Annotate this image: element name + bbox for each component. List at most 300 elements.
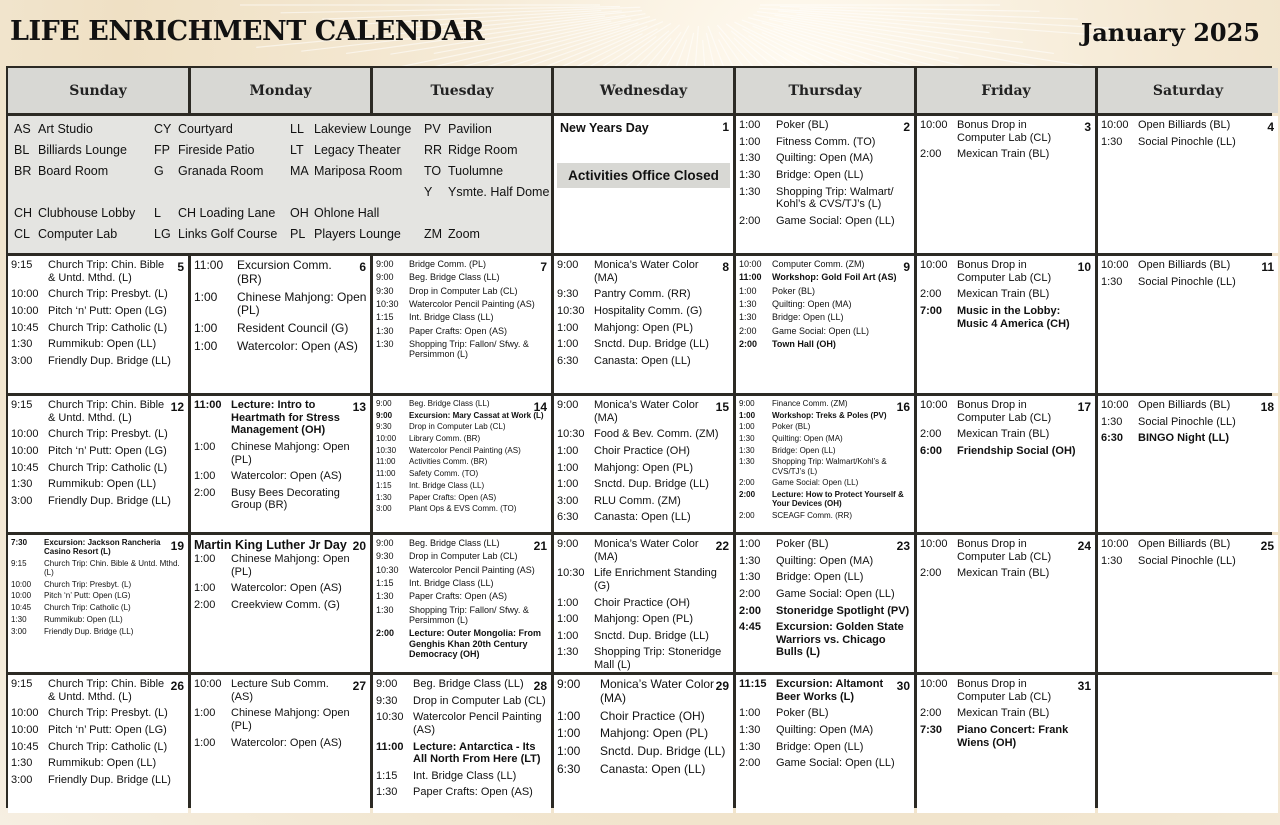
event-item[interactable] — [11, 559, 185, 577]
event-item[interactable] — [194, 487, 367, 512]
event-item[interactable] — [11, 478, 185, 491]
event-title: Watercolor Pencil Painting (AS) — [409, 445, 521, 455]
event-title: Pantry Comm. (RR) — [594, 288, 691, 301]
day-number: 26 — [170, 679, 184, 693]
event-item[interactable] — [1101, 136, 1275, 149]
event-item[interactable] — [920, 538, 1092, 563]
legend-code — [424, 206, 448, 220]
event-item[interactable] — [1101, 432, 1275, 445]
event-item[interactable] — [739, 457, 911, 475]
day-cell-17[interactable] — [917, 396, 1095, 532]
event-item[interactable] — [11, 724, 185, 737]
event-title: Social Pinochle (LL) — [1138, 275, 1236, 288]
event-time: 1:00 — [194, 553, 216, 565]
day-cell-22[interactable] — [554, 535, 733, 672]
event-title: Quilting: Open (MA) — [776, 152, 874, 165]
day-cell-19[interactable] — [8, 535, 188, 672]
event-item[interactable] — [920, 428, 1092, 441]
event-item[interactable] — [739, 478, 911, 487]
event-item[interactable] — [376, 578, 548, 588]
event-item[interactable] — [11, 741, 185, 754]
event-title: Mexican Train (BL) — [957, 567, 1050, 580]
event-item[interactable] — [739, 571, 911, 584]
event-item[interactable] — [739, 299, 911, 309]
event-item[interactable] — [739, 326, 911, 336]
event-item[interactable] — [739, 678, 911, 703]
day-header-monday: Monday — [191, 68, 370, 113]
event-item[interactable] — [739, 538, 911, 551]
event-title: Canasta: Open (LL) — [600, 761, 706, 776]
day-number: 17 — [1077, 400, 1091, 414]
event-item[interactable] — [376, 605, 548, 626]
event-item[interactable] — [920, 678, 1092, 703]
event-item[interactable] — [376, 469, 548, 478]
event-time: 10:00 — [11, 288, 39, 301]
day-cell-31[interactable] — [917, 675, 1095, 813]
event-item[interactable] — [1101, 119, 1275, 132]
day-number: 22 — [715, 539, 729, 553]
event-item[interactable] — [739, 446, 911, 455]
event-item[interactable] — [920, 399, 1092, 424]
event-time: 10:45 — [11, 461, 39, 474]
event-time: 1:00 — [739, 410, 756, 420]
event-time: 2:00 — [739, 214, 761, 227]
event-time: 3:00 — [11, 773, 33, 786]
event-item[interactable] — [376, 551, 548, 561]
event-item[interactable] — [376, 565, 548, 575]
event-item[interactable] — [920, 724, 1092, 749]
legend-item — [424, 227, 554, 241]
event-item[interactable] — [739, 490, 911, 508]
calendar-grid — [6, 66, 1272, 808]
event-item[interactable] — [920, 148, 1092, 161]
day-number: 6 — [359, 260, 366, 274]
event-item[interactable] — [376, 628, 548, 659]
day-cell-23[interactable] — [736, 535, 914, 672]
event-item[interactable] — [739, 169, 911, 182]
day-cell-5[interactable] — [8, 256, 188, 393]
day-cell-29[interactable] — [554, 675, 733, 813]
event-item[interactable] — [194, 259, 367, 287]
event-item[interactable] — [376, 678, 548, 691]
event-title: Int. Bridge Class (LL) — [409, 578, 494, 589]
legend-code: LL — [290, 122, 304, 136]
event-time: 2:00 — [739, 604, 762, 617]
event-time: 1:30 — [739, 554, 761, 567]
event-item[interactable] — [739, 259, 911, 269]
event-time: 1:15 — [376, 769, 398, 782]
day-cell-13[interactable] — [191, 396, 370, 532]
event-item[interactable] — [557, 338, 730, 351]
event-item[interactable] — [11, 615, 185, 624]
event-time: 1:00 — [194, 736, 216, 749]
event-item[interactable] — [557, 478, 730, 491]
event-item[interactable] — [11, 399, 185, 424]
event-title: Library Comm. (BR) — [409, 434, 481, 444]
event-item[interactable] — [557, 288, 730, 301]
event-item[interactable] — [376, 422, 548, 431]
legend-code: AS — [14, 122, 31, 136]
event-item[interactable] — [376, 481, 548, 490]
event-title: Excursion: Jackson Rancheria Casino Resort (L) — [44, 538, 161, 557]
event-item[interactable] — [11, 288, 185, 301]
event-title: Poker (BL) — [772, 285, 816, 296]
event-title: Rummikub: Open (LL) — [48, 338, 157, 351]
event-item[interactable] — [920, 259, 1092, 284]
event-item[interactable] — [739, 119, 911, 132]
event-time: 10:00 — [1101, 538, 1129, 550]
event-time: 1:00 — [739, 119, 761, 131]
event-item[interactable] — [194, 322, 367, 336]
event-title: Open Billiards (BL) — [1138, 259, 1231, 271]
event-item[interactable] — [1101, 276, 1275, 289]
legend-room: Clubhouse Lobby — [38, 206, 136, 220]
event-time: 2:00 — [920, 428, 942, 441]
event-title: Church Trip: Catholic (L) — [44, 603, 131, 613]
event-item[interactable] — [376, 434, 548, 443]
event-title: Snctd. Dup. Bridge (LL) — [594, 478, 709, 491]
day-number: 15 — [715, 400, 729, 414]
event-item[interactable] — [376, 272, 548, 282]
event-title: Open Billiards (BL) — [1138, 399, 1231, 411]
event-item[interactable] — [194, 291, 367, 319]
event-item[interactable] — [11, 757, 185, 770]
event-item[interactable] — [11, 707, 185, 720]
event-title: Drop in Computer Lab (CL) — [409, 551, 518, 562]
event-title: Life Enrichment Standing (G) — [594, 567, 717, 592]
event-item[interactable] — [1101, 555, 1275, 568]
event-item[interactable] — [739, 707, 911, 720]
day-cell-9[interactable] — [736, 256, 914, 393]
event-item[interactable] — [11, 355, 185, 368]
event-time: 9:00 — [557, 677, 581, 691]
event-time: 6:30 — [557, 761, 581, 776]
event-time: 10:00 — [11, 304, 39, 317]
event-item[interactable] — [376, 538, 548, 548]
event-item[interactable] — [739, 272, 911, 282]
event-title: Paper Crafts: Open (AS) — [409, 325, 508, 336]
event-title: Mahjong: Open (PL) — [600, 726, 709, 741]
event-item[interactable] — [739, 555, 911, 568]
event-title: Bridge: Open (LL) — [776, 168, 864, 181]
event-time: 1:00 — [557, 596, 579, 609]
event-time: 9:00 — [557, 259, 579, 271]
event-time: 1:30 — [739, 299, 757, 310]
event-title: Friendly Dup. Bridge (LL) — [44, 626, 134, 636]
event-title: Social Pinochle (LL) — [1138, 554, 1236, 567]
day-header-friday: Friday — [917, 68, 1095, 113]
event-item[interactable] — [557, 399, 730, 424]
event-item[interactable] — [557, 710, 730, 724]
event-item[interactable] — [194, 470, 367, 483]
day-cell-15[interactable] — [554, 396, 733, 532]
event-item[interactable] — [11, 495, 185, 508]
event-item[interactable] — [11, 462, 185, 475]
event-time: 2:00 — [739, 339, 758, 350]
event-item[interactable] — [194, 553, 367, 578]
legend-code: CY — [154, 122, 172, 136]
event-time: 9:00 — [376, 410, 393, 420]
event-title: Rummikub: Open (LL) — [48, 757, 157, 770]
event-time: 10:45 — [11, 321, 39, 334]
day-cell-18[interactable] — [1098, 396, 1278, 532]
event-item[interactable] — [920, 119, 1092, 144]
day-cell-28[interactable] — [373, 675, 551, 813]
day-cell-11[interactable] — [1098, 256, 1278, 393]
event-item[interactable] — [739, 621, 911, 659]
legend-item — [424, 185, 554, 199]
event-item[interactable] — [1101, 416, 1275, 429]
event-item[interactable] — [376, 741, 548, 766]
event-item[interactable] — [557, 495, 730, 508]
day-cell-2[interactable] — [736, 116, 914, 253]
event-item[interactable] — [11, 428, 185, 441]
day-cell-25[interactable] — [1098, 535, 1278, 672]
event-title: Church Trip: Presbyt. (L) — [48, 288, 168, 301]
event-time: 1:30 — [739, 168, 761, 181]
firework-ray — [799, 9, 1077, 19]
event-item[interactable] — [376, 457, 548, 466]
day-cell-12[interactable] — [8, 396, 188, 532]
event-title: Shopping Trip: Fallon/ Sfwy. & Persimmon (L) — [409, 339, 529, 360]
event-item[interactable] — [557, 462, 730, 475]
event-item[interactable] — [194, 678, 367, 703]
day-cell-1[interactable] — [554, 116, 733, 253]
event-item[interactable] — [194, 340, 367, 354]
event-time: 9:30 — [376, 694, 398, 707]
event-item[interactable] — [557, 511, 730, 524]
event-time: 1:00 — [194, 707, 216, 720]
event-title: SCEAGF Comm. (RR) — [772, 510, 852, 520]
event-time: 1:30 — [376, 492, 392, 502]
event-time: 1:30 — [11, 757, 33, 770]
event-item[interactable] — [11, 591, 185, 600]
event-item[interactable] — [376, 312, 548, 322]
day-cell-3[interactable] — [917, 116, 1095, 253]
event-item[interactable] — [557, 763, 730, 777]
event-item[interactable] — [376, 339, 548, 360]
event-item[interactable] — [376, 299, 548, 309]
event-time: 1:30 — [1101, 554, 1123, 567]
event-item[interactable] — [376, 259, 548, 269]
event-time: 10:30 — [376, 445, 397, 455]
event-title: Monica’s Water Color (MA) — [600, 677, 715, 705]
day-number: 24 — [1077, 539, 1091, 553]
event-item[interactable] — [557, 745, 730, 759]
event-item[interactable] — [739, 757, 911, 770]
day-cell-30[interactable] — [736, 675, 914, 813]
event-item[interactable] — [739, 511, 911, 520]
event-item[interactable] — [194, 441, 367, 466]
event-item[interactable] — [11, 322, 185, 335]
event-item[interactable] — [376, 326, 548, 336]
event-title: Beg. Bridge Class (LL) — [409, 272, 500, 283]
event-item[interactable] — [557, 567, 730, 592]
event-item[interactable] — [739, 286, 911, 296]
event-item[interactable] — [1101, 399, 1275, 412]
event-item[interactable] — [194, 399, 367, 437]
event-item[interactable] — [376, 446, 548, 455]
event-time: 1:00 — [557, 321, 579, 334]
day-cell-26[interactable] — [8, 675, 188, 813]
event-item[interactable] — [376, 711, 548, 736]
event-item[interactable] — [194, 737, 367, 750]
legend-room: Zoom — [448, 227, 480, 241]
event-title: Bridge: Open (LL) — [772, 312, 844, 323]
event-item[interactable] — [557, 355, 730, 368]
day-cell-24[interactable] — [917, 535, 1095, 672]
event-title: Paper Crafts: Open (AS) — [409, 591, 508, 602]
event-item[interactable] — [11, 305, 185, 318]
event-item[interactable] — [1101, 538, 1275, 551]
event-item[interactable] — [739, 605, 911, 618]
event-title: Watercolor Pencil Painting (AS) — [413, 711, 542, 736]
event-item[interactable] — [557, 613, 730, 626]
event-title: Game Social: Open (LL) — [772, 325, 870, 336]
event-item[interactable] — [194, 582, 367, 595]
legend-item — [424, 164, 554, 178]
event-item[interactable] — [557, 727, 730, 741]
event-item[interactable] — [739, 312, 911, 322]
event-item[interactable] — [376, 695, 548, 708]
event-item[interactable] — [11, 259, 185, 284]
event-item[interactable] — [557, 322, 730, 335]
event-title: Creekview Comm. (G) — [231, 598, 340, 611]
event-item[interactable] — [1101, 259, 1275, 272]
event-time: 11:00 — [194, 258, 224, 272]
event-time: 10:00 — [194, 678, 222, 690]
event-time: 1:00 — [557, 613, 579, 626]
event-time: 11:00 — [194, 399, 222, 411]
event-item[interactable] — [376, 786, 548, 799]
event-item[interactable] — [11, 538, 185, 556]
event-time: 9:30 — [376, 551, 394, 562]
event-time: 1:30 — [557, 646, 579, 659]
event-item[interactable] — [739, 136, 911, 149]
event-item[interactable] — [557, 646, 730, 671]
event-time: 7:00 — [920, 304, 943, 317]
event-item[interactable] — [920, 445, 1092, 458]
day-cell-20[interactable] — [191, 535, 370, 672]
event-item[interactable] — [557, 259, 730, 284]
event-time: 1:30 — [376, 339, 394, 350]
event-item[interactable] — [739, 152, 911, 165]
event-item[interactable] — [920, 567, 1092, 580]
event-item[interactable] — [11, 678, 185, 703]
event-item[interactable] — [11, 774, 185, 787]
event-time: 2:00 — [739, 587, 761, 600]
event-item[interactable] — [920, 288, 1092, 301]
legend-item — [154, 164, 290, 178]
day-cell-4[interactable] — [1098, 116, 1278, 253]
event-item[interactable] — [11, 603, 185, 612]
day-cell-7[interactable] — [373, 256, 551, 393]
day-cell-21[interactable] — [373, 535, 551, 672]
event-item[interactable] — [194, 707, 367, 732]
legend-room: Board Room — [38, 164, 109, 178]
event-item[interactable] — [11, 338, 185, 351]
event-item[interactable] — [920, 707, 1092, 720]
event-item[interactable] — [557, 428, 730, 441]
event-item[interactable] — [920, 305, 1092, 330]
day-number: 9 — [903, 260, 910, 274]
event-time: 10:00 — [376, 434, 397, 444]
event-title: Poker (BL) — [776, 538, 829, 550]
event-title: Workshop: Gold Foil Art (AS) — [772, 272, 897, 283]
legend-item — [154, 185, 290, 199]
event-item[interactable] — [376, 493, 548, 502]
event-item[interactable] — [557, 305, 730, 318]
event-title: Watercolor: Open (AS) — [237, 338, 358, 353]
day-cell-8[interactable] — [554, 256, 733, 393]
event-item[interactable] — [557, 678, 730, 706]
event-item[interactable] — [376, 411, 548, 420]
event-title: Lecture Sub Comm. (AS) — [231, 678, 329, 703]
event-item[interactable] — [557, 538, 730, 563]
event-item[interactable] — [739, 724, 911, 737]
event-title: Finance Comm. (ZM) — [772, 399, 848, 408]
event-item[interactable] — [739, 422, 911, 431]
event-item[interactable] — [739, 339, 911, 349]
event-title: Open Billiards (BL) — [1138, 119, 1231, 131]
day-number: 1 — [722, 120, 729, 134]
event-item[interactable] — [376, 399, 548, 408]
legend-code: BL — [14, 143, 30, 157]
event-item[interactable] — [11, 627, 185, 636]
event-time: 2:00 — [739, 757, 761, 770]
event-time: 10:30 — [557, 304, 585, 317]
legend-item — [290, 122, 424, 136]
event-item[interactable] — [739, 411, 911, 420]
event-time: 2:00 — [376, 628, 395, 639]
event-item[interactable] — [739, 399, 911, 408]
event-item[interactable] — [194, 599, 367, 612]
event-item[interactable] — [11, 445, 185, 458]
legend-code: G — [154, 164, 164, 178]
event-item[interactable] — [739, 741, 911, 754]
firework-ray — [757, 12, 1023, 43]
day-cell-16[interactable] — [736, 396, 914, 532]
day-cell-14[interactable] — [373, 396, 551, 532]
day-cell-10[interactable] — [917, 256, 1095, 393]
event-item[interactable] — [376, 286, 548, 296]
event-time: 3:00 — [11, 354, 33, 367]
day-cell-27[interactable] — [191, 675, 370, 813]
event-item[interactable] — [557, 597, 730, 610]
event-time: 10:00 — [920, 538, 948, 550]
event-time: 1:30 — [739, 312, 757, 323]
event-item[interactable] — [739, 434, 911, 443]
event-item[interactable] — [376, 770, 548, 783]
event-item[interactable] — [557, 630, 730, 643]
event-item[interactable] — [376, 504, 548, 513]
event-item[interactable] — [739, 186, 911, 211]
event-item[interactable] — [739, 215, 911, 228]
event-item[interactable] — [739, 588, 911, 601]
day-cell-6[interactable] — [191, 256, 370, 393]
event-time: 6:30 — [1101, 432, 1124, 445]
event-item[interactable] — [376, 591, 548, 601]
event-item[interactable] — [557, 445, 730, 458]
firework-ray — [281, 6, 621, 12]
event-time: 1:15 — [376, 578, 394, 589]
event-time: 1:15 — [376, 480, 392, 490]
event-item[interactable] — [11, 580, 185, 589]
holiday-label: New Years Day — [560, 121, 649, 135]
event-title: Resident Council (G) — [237, 321, 349, 336]
event-title: Lecture: Intro to Heartmath for Stress Management (OH) — [231, 399, 340, 437]
event-title: Excursion: Altamont Beer Works (L) — [776, 678, 884, 703]
